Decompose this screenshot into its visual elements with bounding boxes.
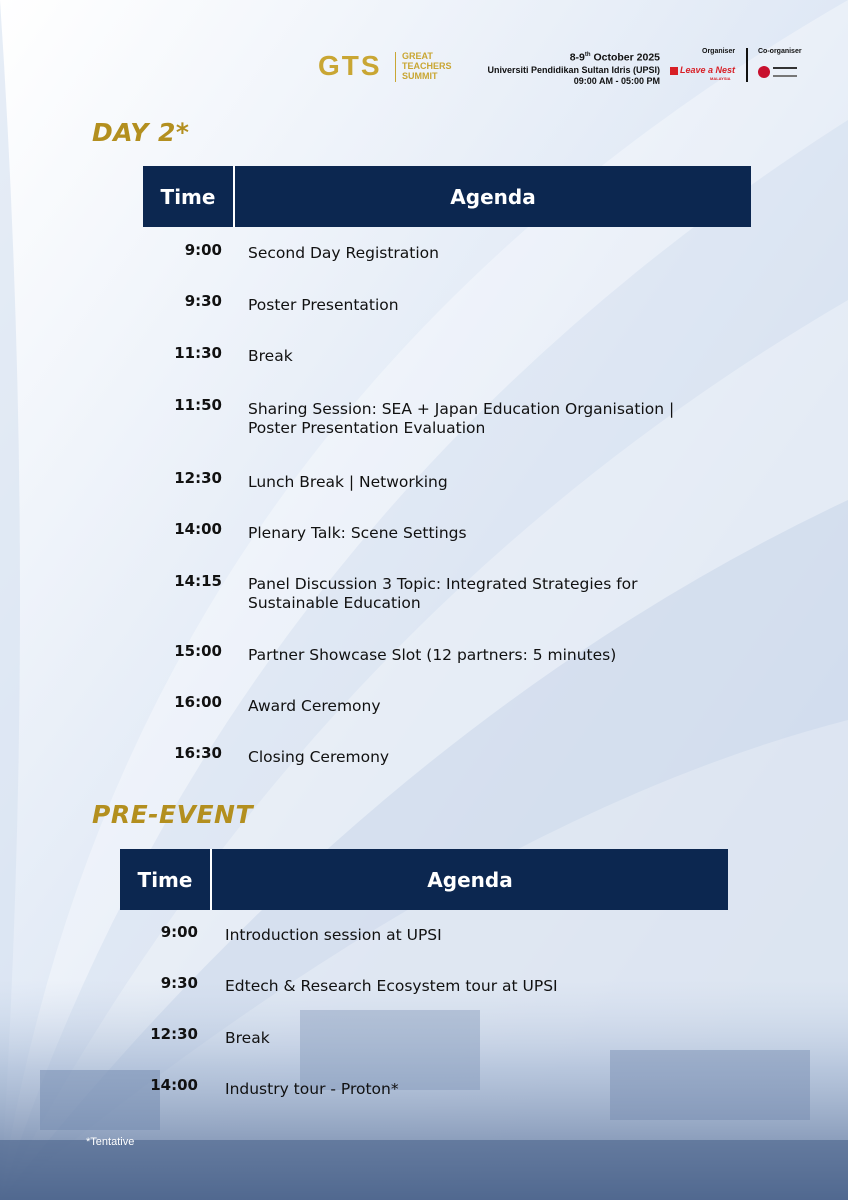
organiser-label: Organiser — [702, 48, 736, 55]
agenda-line-2: Sustainable Education — [248, 594, 421, 612]
table-row-agenda: Poster Presentation — [248, 296, 399, 314]
organiser-logo — [670, 64, 736, 82]
logo-word-teachers: TEACHERS — [402, 61, 452, 71]
gts-logo-letters: GTS — [318, 50, 382, 81]
table-row-agenda: Edtech & Research Ecosystem tour at UPSI — [225, 977, 558, 995]
leave-a-nest-mark-icon — [670, 67, 678, 75]
table-row-agenda: Plenary Talk: Scene Settings — [248, 524, 467, 542]
table-row-time: 14:15 — [174, 572, 222, 590]
coorganiser-label: Co-organiser — [758, 48, 802, 55]
agenda-line-1: Panel Discussion 3 Topic: Integrated Strategies for — [248, 575, 638, 593]
table-row-agenda: Break — [225, 1029, 270, 1047]
table-row-time: 9:00 — [160, 923, 198, 941]
logo-word-summit: SUMMIT — [402, 71, 438, 81]
event-venue: Universiti Pendidikan Sultan Idris (UPSI) — [487, 64, 660, 75]
logo-divider — [395, 52, 396, 82]
tentative-footnote: *Tentative — [86, 1136, 135, 1148]
pre-event-table-header — [120, 849, 728, 910]
table-row-time: 14:00 — [174, 520, 222, 538]
day2-title: DAY 2* — [92, 118, 190, 147]
pre-event-title: PRE-EVENT — [92, 800, 254, 829]
agenda-line-1: Sharing Session: SEA + Japan Education Organisation | — [248, 400, 675, 418]
table-row-agenda — [248, 575, 638, 613]
coorganiser-wordmark-icon — [773, 67, 797, 77]
table-row-agenda — [248, 400, 674, 438]
header-separator — [746, 48, 748, 82]
table-row-time: 16:00 — [174, 693, 222, 711]
day2-table-header — [143, 166, 751, 227]
event-date: 8-9th October 2025 — [569, 51, 660, 64]
table-row-time: 9:30 — [184, 292, 222, 310]
table-row-time: 9:00 — [184, 241, 222, 259]
table-row-time: 16:30 — [174, 744, 222, 762]
agenda-line-2: Poster Presentation Evaluation — [248, 419, 486, 437]
gts-logo — [318, 50, 468, 84]
table-row-time: 9:30 — [160, 974, 198, 992]
table-row-time: 12:30 — [150, 1025, 198, 1043]
coorganiser-logo — [758, 64, 798, 82]
pre-event-col-agenda: Agenda — [427, 867, 513, 892]
table-row-time: 11:30 — [174, 344, 222, 362]
table-row-agenda: Second Day Registration — [248, 244, 439, 262]
day2-col-time: Time — [160, 184, 216, 209]
table-row-time: 15:00 — [174, 642, 222, 660]
table-row-agenda: Lunch Break | Networking — [248, 473, 448, 491]
organiser-name: Leave a Nest — [680, 65, 736, 75]
logo-word-great: GREAT — [402, 51, 433, 61]
table-row-agenda: Closing Ceremony — [248, 748, 390, 766]
day2-col-agenda: Agenda — [450, 184, 536, 209]
coorganiser-emblem-icon — [758, 66, 770, 78]
table-row-time: 12:30 — [174, 469, 222, 487]
table-row-agenda: Introduction session at UPSI — [225, 926, 442, 944]
gts-logo-words — [402, 51, 452, 81]
table-row-agenda: Award Ceremony — [248, 697, 381, 715]
table-row-agenda: Partner Showcase Slot (12 partners: 5 minutes) — [248, 646, 617, 664]
table-row-time: 14:00 — [150, 1076, 198, 1094]
table-row-agenda: Industry tour - Proton* — [225, 1080, 399, 1098]
organiser-country: MALAYSIA — [710, 76, 731, 81]
table-row-agenda: Break — [248, 347, 293, 365]
event-hours: 09:00 AM - 05:00 PM — [573, 75, 660, 86]
table-row-time: 11:50 — [174, 396, 222, 414]
pre-event-col-time: Time — [137, 867, 193, 892]
event-info — [487, 49, 660, 87]
